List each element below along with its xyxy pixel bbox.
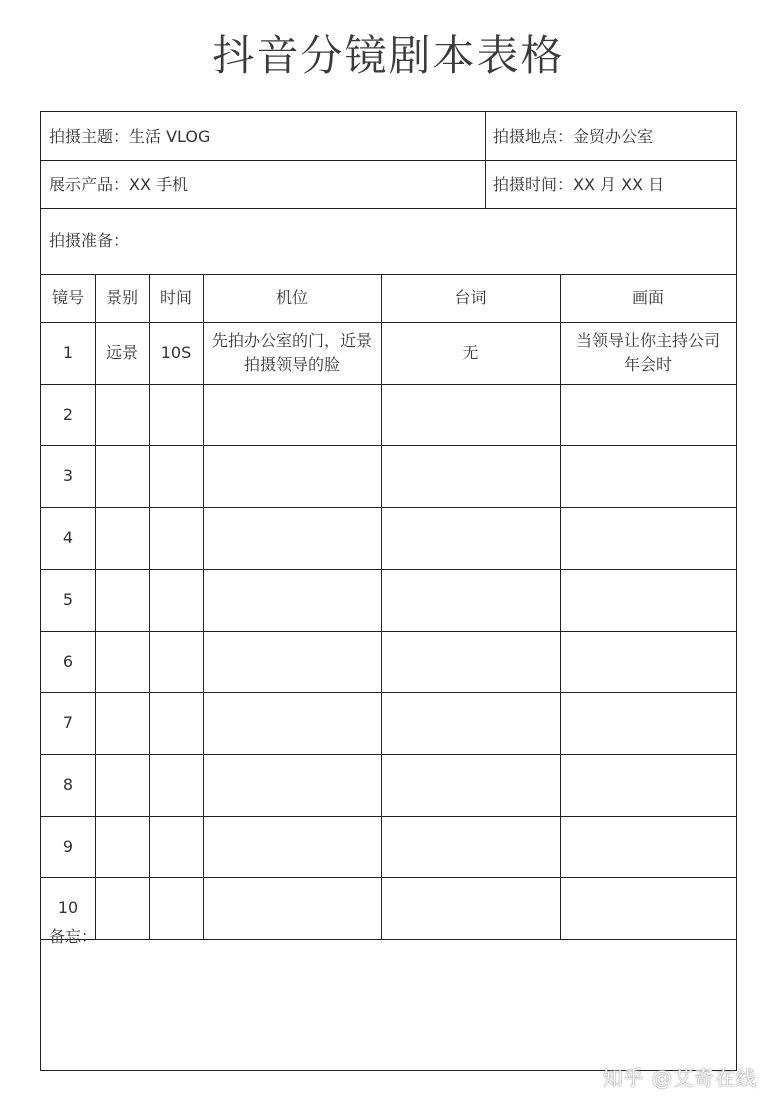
shoot-time: 拍摄时间：XX 月 XX 日 — [493, 175, 665, 194]
storyboard-sheet — [40, 111, 737, 1071]
shoot-preparation: 拍摄准备： — [49, 231, 130, 250]
scene-line: 年会时 — [623, 355, 672, 374]
shoot-theme: 拍摄主题：生活 VLOG — [49, 127, 211, 146]
header-shot-number: 镜号 — [51, 288, 84, 307]
header-shot-size: 景别 — [105, 288, 138, 307]
table-row — [41, 507, 736, 569]
product: 展示产品：XX 手机 — [49, 175, 189, 194]
header-duration: 时间 — [159, 288, 192, 307]
table-row — [41, 322, 736, 384]
scene-line: 当领导让你主持公司 — [575, 331, 720, 350]
table-header — [41, 274, 736, 322]
shot-number: 9 — [62, 836, 74, 856]
shot-number: 6 — [62, 651, 74, 671]
table-row — [41, 877, 736, 939]
watermark: 知乎 @艾奇在线 — [602, 1066, 757, 1090]
dialogue: 无 — [462, 343, 479, 362]
camera-line: 先拍办公室的门，近景 — [211, 331, 372, 350]
shot-number: 2 — [62, 404, 74, 424]
header-scene: 画面 — [631, 288, 664, 307]
shot-duration: 10S — [160, 343, 192, 362]
shot-number: 1 — [62, 343, 74, 362]
table-row — [41, 692, 736, 754]
shot-number: 3 — [62, 466, 74, 485]
divider — [41, 939, 736, 940]
divider — [41, 160, 736, 161]
table-row — [41, 569, 736, 631]
shoot-location: 拍摄地点：金贸办公室 — [493, 127, 654, 146]
shot-number: 5 — [62, 590, 74, 609]
divider — [485, 112, 486, 208]
table-row — [41, 631, 736, 692]
scene — [560, 322, 736, 384]
camera-position — [203, 322, 381, 384]
table-row — [41, 384, 736, 445]
table-row — [41, 754, 736, 816]
shot-number: 10 — [57, 898, 79, 917]
divider — [41, 208, 736, 209]
shot-number: 7 — [62, 713, 74, 732]
shot-number: 8 — [62, 775, 74, 794]
table-row — [41, 445, 736, 507]
header-lines: 台词 — [454, 288, 487, 307]
table-row — [41, 816, 736, 877]
camera-line: 拍摄领导的脸 — [243, 355, 340, 374]
header-camera: 机位 — [275, 288, 308, 307]
shot-number: 4 — [62, 528, 74, 547]
memo-label: 备忘： — [49, 927, 98, 946]
shot-size: 远景 — [105, 343, 138, 362]
page-title: 抖音分镜剧本表格 — [212, 31, 565, 80]
